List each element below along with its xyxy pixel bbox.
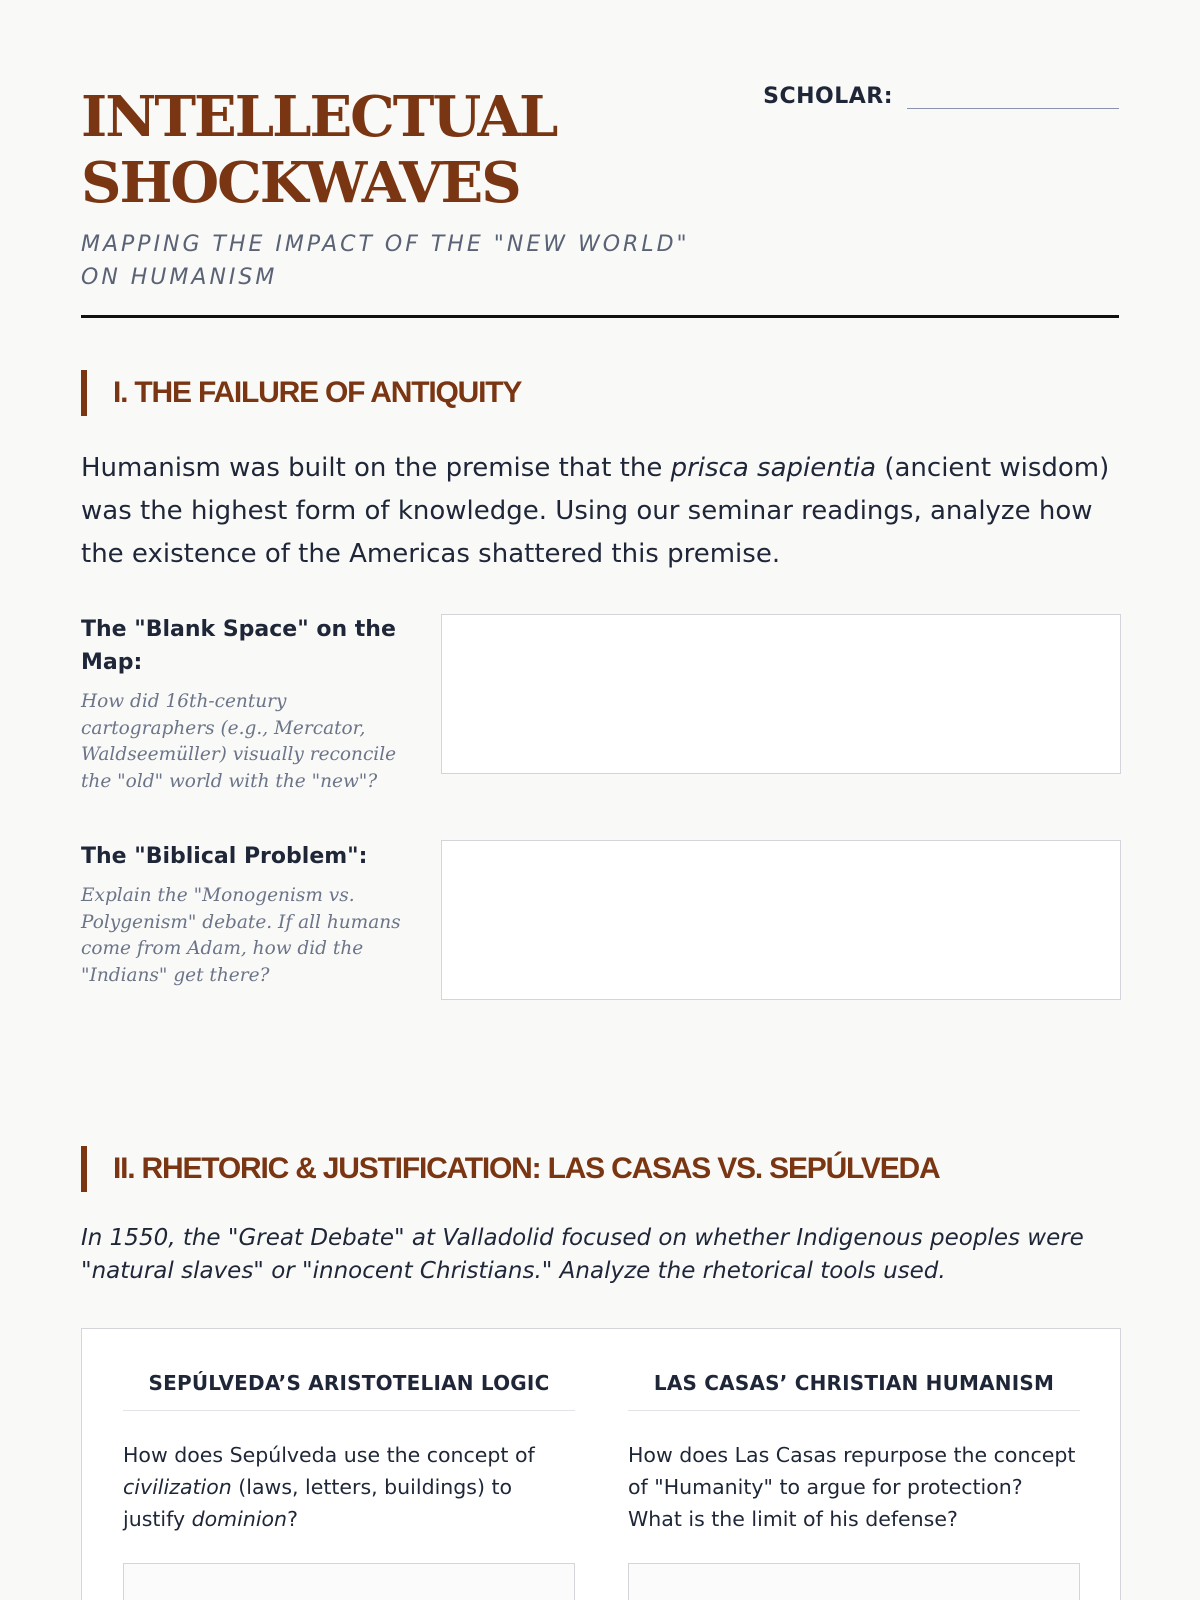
- question-text: [81, 613, 411, 795]
- question-title: The "Blank Space" on the Map:: [81, 617, 396, 675]
- answer-box-blank-space[interactable]: [441, 614, 1121, 774]
- title-line-2: SHOCKWAVES: [81, 150, 520, 216]
- q-part-1: How does Sepúlveda use the concept of: [123, 1443, 535, 1467]
- question-hint: Explain the "Monogenism vs. Polygenism" debate. If all humans come from Adam, how did the "Indians" get there?: [81, 885, 401, 986]
- q-part-3: ?: [287, 1507, 298, 1531]
- question-text: [81, 840, 411, 989]
- answer-box-biblical-problem[interactable]: [441, 840, 1121, 1000]
- section-2-intro: In 1550, the "Great Debate" at Valladolid focused on whether Indigenous peoples were "natural slaves" or "innocent Christians." Analyze the rhetorical tools used.: [81, 1225, 1084, 1284]
- scholar-label: SCHOLAR:: [763, 84, 893, 109]
- column-question: How does Las Casas repurpose the concept of "Humanity" to argue for protection? What is the limit of his defense?: [628, 1443, 1076, 1531]
- las-casas-column: [628, 1329, 1080, 1600]
- q-emphasis-dominion: dominion: [191, 1507, 288, 1531]
- intro-emphasis: prisca sapientia: [670, 453, 877, 483]
- worksheet-header: [81, 0, 1119, 318]
- section-1-heading: I. THE FAILURE OF ANTIQUITY: [81, 370, 521, 416]
- title-line-1: INTELLECTUAL: [81, 84, 557, 150]
- column-heading: LAS CASAS’ CHRISTIAN HUMANISM: [628, 1329, 1080, 1411]
- intro-text-before: Humanism was built on the premise that the: [81, 453, 671, 483]
- column-heading: SEPÚLVEDA’S ARISTOTELIAN LOGIC: [123, 1329, 575, 1411]
- page-title: [81, 84, 641, 216]
- sepulveda-answer-box[interactable]: [123, 1563, 575, 1600]
- intro-text-after: (ancient wisdom) was the highest form of knowledge. Using our seminar readings, analyze how the existence of the Americas shattered this premise.: [81, 453, 1110, 569]
- las-casas-answer-box[interactable]: [628, 1563, 1080, 1600]
- sepulveda-column: [123, 1329, 575, 1600]
- question-hint: How did 16th-century cartographers (e.g., Mercator, Waldseemüller) visually reconcile the "old" world with the "new"?: [81, 691, 397, 792]
- q-part-2: (laws, letters, buildings) to justify: [123, 1475, 513, 1531]
- page-subtitle: MAPPING THE IMPACT OF THE "NEW WORLD" ON HUMANISM: [81, 232, 690, 290]
- section-2-heading: II. RHETORIC & JUSTIFICATION: LAS CASAS VS. SEPÚLVEDA: [81, 1146, 939, 1192]
- question-title: The "Biblical Problem":: [81, 844, 368, 869]
- column-question: [123, 1439, 575, 1535]
- scholar-name-input[interactable]: [907, 85, 1119, 109]
- scholar-field: [763, 84, 1119, 109]
- section-1-intro: [81, 447, 1121, 576]
- debate-comparison-panel: [81, 1328, 1121, 1600]
- q-emphasis-civilization: civilization: [123, 1475, 232, 1499]
